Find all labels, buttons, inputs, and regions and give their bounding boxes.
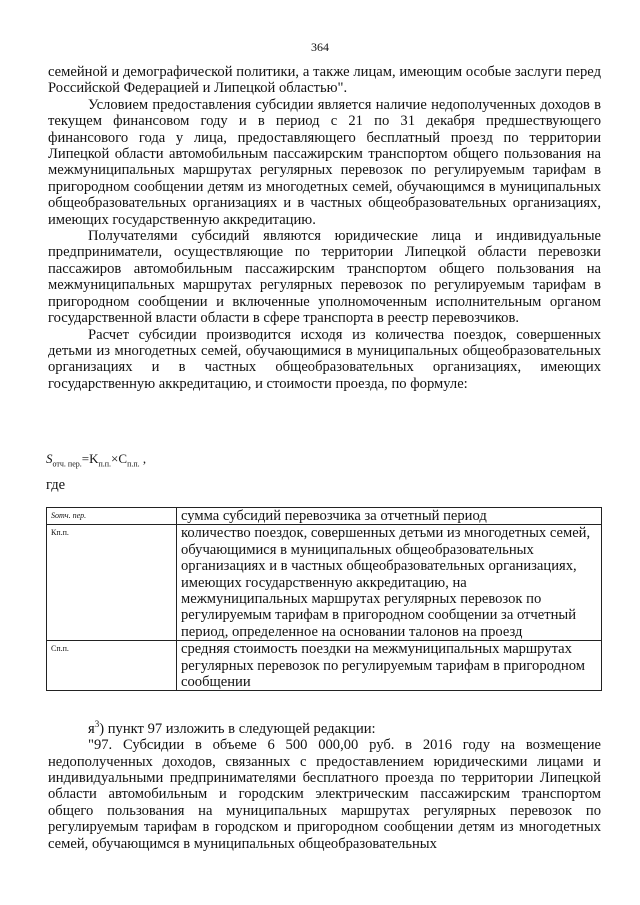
- formula-lhs: S: [46, 451, 53, 466]
- paragraph-calculation: Расчет субсидии производится исходя из количества поездок, совершенных детьми из многодетных семей, обучающимися в муниципальных общеобразовательных организациях и в частных общеобразовательных организациях, имеющих государственную аккредитацию, и стоимости проезда, по формуле:: [48, 326, 601, 392]
- amendment-section: [48, 716, 601, 852]
- formula-comma: ,: [142, 451, 147, 466]
- paragraph-recipients: Получателями субсидий являются юридические лица и индивидуальные предприниматели, осуществляющие по территории Липецкой области перевозки пассажиров автомобильным пассажирским транспортом общего пользования на межмуниципальных маршрутах регулярных перевозок по регулируемым тарифам в пригородном сообщении и включенные уполномоченным исполнительным органом государственной власти области в сфере транспорта в реестр перевозчиков.: [48, 228, 601, 327]
- amendment-item-sup: 3: [94, 719, 100, 729]
- table-row: [47, 641, 602, 691]
- variable-description: количество поездок, совершенных детьми из многодетных семей, обучающимися в муниципальных общеобразовательных организациях и в частных общеобразовательных организациях, имеющих государственную аккредитацию, на межмуниципальных маршрутах регулярных перевозок по регулируемым тарифам в пригородном сообщении за отчетный период, определенное на основании талонов на проезд: [177, 525, 602, 641]
- variable-symbol: Сп.п.: [47, 641, 177, 691]
- formula: [46, 451, 146, 469]
- amendment-item: [48, 716, 601, 737]
- variable-symbol: Sотч. пер.: [47, 508, 177, 525]
- page-number: 364: [311, 40, 329, 54]
- amendment-item-prefix: я: [88, 720, 95, 737]
- formula-times: ×: [111, 451, 119, 466]
- formula-c: C: [118, 451, 128, 466]
- where-label: где: [46, 477, 66, 493]
- variables-table: [46, 507, 602, 691]
- body-text: [48, 64, 601, 392]
- formula-lhs-sub: отч. пер.: [52, 459, 82, 469]
- variable-description: средняя стоимость поездки на межмуниципальных маршрутах регулярных перевозок по регулируемым тарифам в пригородном сообщении: [177, 641, 602, 691]
- variable-description: сумма субсидий перевозчика за отчетный период: [177, 508, 602, 525]
- paragraph-continuation: семейной и демографической политики, а также лицам, имеющим особые заслуги перед Российской Федерацией и Липецкой областью".: [48, 64, 601, 97]
- formula-c-sub: п.п.: [127, 459, 140, 469]
- formula-k: K: [89, 451, 99, 466]
- variable-symbol: Кп.п.: [47, 525, 177, 641]
- paragraph-condition: Условием предоставления субсидии является наличие недополученных доходов в текущем финансовом году и в период с 21 по 31 декабря предшествующего финансового года у лица, предоставляющего бесплатный проезд по территории Липецкой области автомобильным пассажирским транспортом общего пользования на межмуниципальных маршрутах регулярных перевозок по регулируемым тарифам в пригородном сообщении детям из многодетных семей, обучающимся в муниципальных общеобразовательных организациях и в частных общеобразовательных организациях, имеющих государственную аккредитацию.: [48, 96, 601, 228]
- paragraph-point-97: "97. Субсидии в объеме 6 500 000,00 руб. в 2016 году на возмещение недополученных доходов, связанных с предоставлением юридическими лицами и индивидуальными предпринимателями бесплатного проезда по территории Липецкой области автомобильным и городским электрическим пассажирским транспортом общего пользования на муниципальных маршрутах регулярных перевозок по регулируемым тарифам в городском и пригородном сообщении детям из многодетных семей, обучающимся в муниципальных общеобразовательных: [48, 737, 601, 852]
- table-row: [47, 525, 602, 641]
- formula-eq: =: [81, 451, 90, 466]
- table-row: [47, 508, 602, 525]
- formula-k-sub: п.п.: [98, 459, 112, 469]
- amendment-item-text: ) пункт 97 изложить в следующей редакции:: [99, 720, 376, 737]
